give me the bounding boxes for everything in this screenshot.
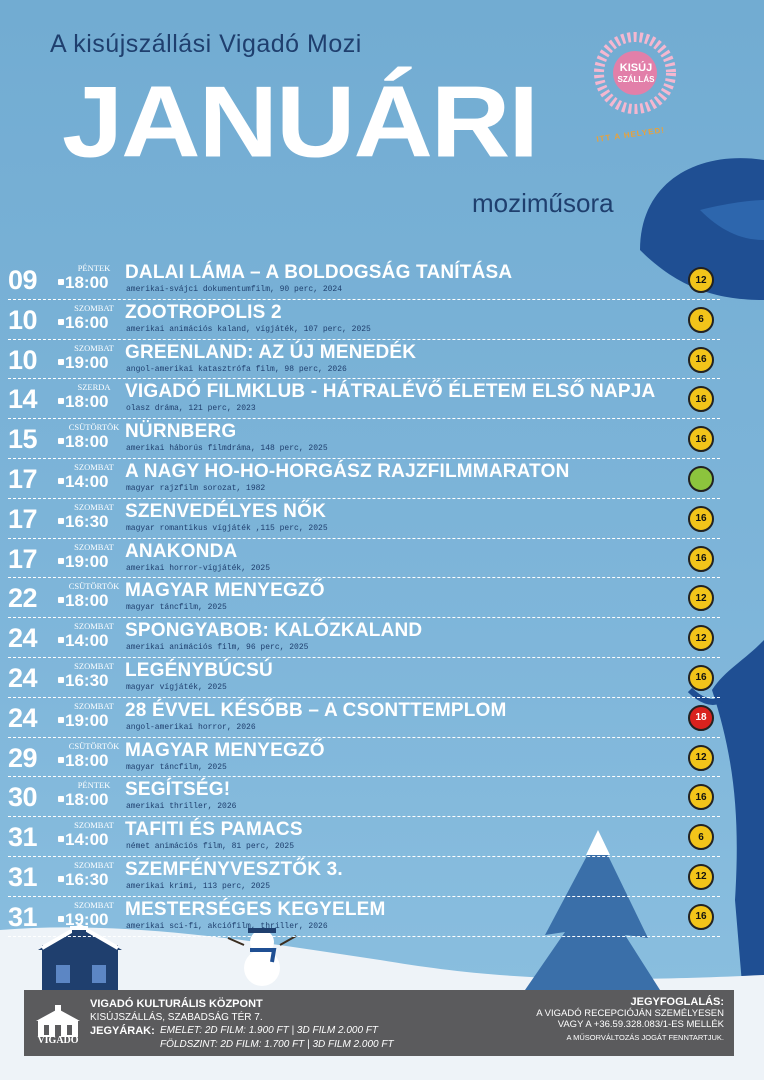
program-tagline: moziműsora: [472, 188, 614, 218]
film-title: ZOOTROPOLIS 2: [125, 301, 282, 323]
film-title: MESTERSÉGES KEGYELEM: [125, 898, 386, 920]
screening-row: [8, 539, 720, 579]
day-dot: [58, 597, 64, 603]
age-rating-badge: 16: [688, 506, 714, 532]
film-title: LEGÉNYBÚCSÚ: [125, 659, 273, 681]
age-rating-badge: 12: [688, 585, 714, 611]
screening-day: 09: [8, 265, 38, 295]
age-rating-badge: 18: [688, 705, 714, 731]
film-info: amerikai thriller, 2026: [126, 802, 237, 812]
prices-upper-floor: EMELET: 2D FILM: 1.900 FT | 3D FILM 2.000 FT: [160, 1025, 379, 1036]
screening-time: 16:30: [65, 511, 109, 531]
booking-line-1: A VIGADÓ RECEPCIÓJÁN SZEMÉLYESEN: [536, 1008, 724, 1019]
film-title: SZENVEDÉLYES NŐK: [125, 500, 326, 522]
screening-weekday: CSÜTÖRTÖK: [68, 740, 120, 751]
day-dot: [58, 717, 64, 723]
screening-weekday: SZOMBAT: [74, 859, 114, 870]
screening-time: 16:30: [65, 869, 109, 889]
screening-row: [8, 817, 720, 857]
logo-name: KISÚJ SZÁLLÁS: [617, 62, 655, 84]
screening-weekday: CSÜTÖRTÖK: [68, 581, 120, 592]
day-dot: [58, 279, 64, 285]
screening-day: 15: [8, 424, 38, 455]
logo-slogan: ITT A HELYED!: [595, 125, 666, 144]
film-info: amerikai animációs film, 96 perc, 2025: [126, 643, 309, 653]
booking-title: JEGYFOGLALÁS:: [630, 996, 724, 1008]
prices-label: JEGYÁRAK:: [90, 1025, 155, 1037]
screening-row: [8, 618, 720, 658]
screening-row: [8, 340, 720, 380]
screening-time: 16:30: [65, 670, 109, 690]
age-rating-badge: 16: [688, 386, 714, 412]
film-info: angol-amerikai katasztrófa film, 98 perc, 2026: [126, 364, 347, 374]
booking-info: [536, 996, 724, 1042]
footer-bar: [24, 990, 734, 1056]
screening-row: [8, 658, 720, 698]
day-dot: [58, 398, 64, 404]
screening-day: 17: [8, 463, 38, 494]
film-title: TAFITI ÉS PAMACS: [125, 819, 303, 841]
venue-address: KISÚJSZÁLLÁS, SZABADSÁG TÉR 7.: [90, 1012, 263, 1023]
day-dot: [58, 677, 64, 683]
screening-weekday: SZOMBAT: [74, 700, 114, 711]
screening-row: [8, 459, 720, 499]
page-title: JANUÁRI: [62, 65, 537, 179]
film-info: magyar vígjáték, 2025: [126, 682, 227, 692]
day-dot: [58, 876, 64, 882]
film-info: amerikai horror-vígjáték, 2025: [126, 563, 271, 573]
screening-time: 18:00: [65, 750, 109, 770]
film-info: amerikai sci-fi, akciófilm, thriller, 2026: [126, 921, 328, 931]
screening-weekday: SZOMBAT: [74, 899, 114, 910]
screening-day: 31: [8, 822, 38, 853]
film-info: német animációs film, 81 perc, 2025: [126, 842, 295, 852]
film-info: amerikai-svájci dokumentumfilm, 90 perc, 2024: [126, 285, 343, 294]
screening-day: 31: [8, 901, 38, 932]
screening-weekday: SZOMBAT: [74, 302, 114, 313]
screening-row: [8, 300, 720, 340]
screening-time: 19:00: [65, 710, 109, 730]
screening-day: 31: [8, 861, 38, 892]
program-change-disclaimer: A MŰSORVÁLTOZÁS JOGÁT FENNTARTJUK.: [566, 1033, 724, 1042]
screening-weekday: SZOMBAT: [74, 820, 114, 831]
film-title: SZEMFÉNYVESZTŐK 3.: [125, 858, 343, 880]
age-rating-badge: [688, 466, 714, 492]
screening-row: [8, 499, 720, 539]
screening-weekday: SZOMBAT: [74, 461, 114, 472]
screening-weekday: SZOMBAT: [74, 621, 114, 632]
screening-time: 18:00: [65, 432, 109, 452]
screening-list: [8, 260, 720, 937]
screening-row: [8, 777, 720, 817]
day-dot: [58, 518, 64, 524]
screening-time: 18:00: [65, 790, 109, 810]
film-title: MAGYAR MENYEGZŐ: [125, 580, 325, 602]
screening-row: [8, 738, 720, 778]
film-info: amerikai animációs kaland, vígjáték, 107 perc, 2025: [126, 324, 371, 334]
day-dot: [58, 637, 64, 643]
screening-weekday: SZOMBAT: [74, 501, 114, 512]
age-rating-badge: 12: [688, 864, 714, 890]
age-rating-badge: 16: [688, 426, 714, 452]
screening-row: [8, 698, 720, 738]
screening-day: 30: [8, 782, 38, 813]
film-title: NÜRNBERG: [125, 421, 237, 443]
booking-line-2: VAGY A +36.59.328.083/1-ES MELLÉK: [557, 1019, 724, 1030]
prices-ground-floor: FÖLDSZINT: 2D FILM: 1.700 FT | 3D FILM 2.000 FT: [160, 1039, 394, 1050]
film-info: magyar rajzfilm sorozat, 1982: [126, 483, 266, 493]
screening-row: [8, 260, 720, 300]
age-rating-badge: 12: [688, 745, 714, 771]
screening-day: 17: [8, 503, 38, 534]
screening-time: 18:00: [65, 273, 109, 292]
day-dot: [58, 836, 64, 842]
film-info: olasz dráma, 121 perc, 2023: [126, 404, 256, 414]
screening-row: [8, 419, 720, 459]
age-rating-badge: 16: [688, 784, 714, 810]
venue-name: VIGADÓ KULTURÁLIS KÖZPONT: [90, 998, 263, 1010]
film-info: magyar táncfilm, 2025: [126, 603, 227, 613]
film-info: magyar táncfilm, 2025: [126, 762, 227, 772]
day-dot: [58, 478, 64, 484]
screening-weekday: SZERDA: [77, 382, 111, 393]
film-title: DALAI LÁMA – A BOLDOGSÁG TANÍTÁSA: [125, 262, 513, 283]
age-rating-badge: 12: [688, 267, 714, 293]
age-rating-badge: 16: [688, 665, 714, 691]
screening-time: 18:00: [65, 392, 109, 412]
age-rating-badge: 16: [688, 904, 714, 930]
film-title: VIGADÓ FILMKLUB - HÁTRALÉVŐ ÉLETEM ELSŐ NAPJA: [125, 381, 656, 403]
screening-row: [8, 379, 720, 419]
age-rating-badge: 6: [688, 307, 714, 333]
screening-time: 19:00: [65, 352, 109, 372]
film-title: A NAGY HO-HO-HORGÁSZ RAJZFILMMARATON: [125, 460, 570, 482]
screening-weekday: PÉNTEK: [77, 780, 111, 791]
age-rating-badge: 16: [688, 347, 714, 373]
film-info: angol-amerikai horror, 2026: [126, 722, 256, 732]
screening-day: 10: [8, 344, 38, 375]
film-info: amerikai krimi, 113 perc, 2025: [126, 881, 271, 891]
day-dot: [58, 359, 64, 365]
screening-time: 19:00: [65, 909, 109, 929]
screening-time: 14:00: [65, 471, 109, 491]
day-dot: [58, 796, 64, 802]
film-title: 28 ÉVVEL KÉSŐBB – A CSONTTEMPLOM: [125, 699, 507, 721]
screening-day: 10: [8, 304, 38, 335]
screening-day: 17: [8, 543, 38, 574]
day-dot: [58, 438, 64, 444]
screening-day: 22: [8, 583, 38, 614]
film-info: magyar romantikus vígjáték ,115 perc, 2025: [126, 523, 328, 533]
screening-time: 16:00: [65, 312, 109, 332]
vigado-logo-text: VIGADÓ: [37, 1035, 79, 1046]
screening-row: [8, 578, 720, 618]
day-dot: [58, 319, 64, 325]
day-dot: [58, 916, 64, 922]
screening-day: 24: [8, 623, 38, 654]
screening-weekday: CSÜTÖRTÖK: [68, 422, 120, 433]
screening-row: [8, 857, 720, 897]
age-rating-badge: 12: [688, 625, 714, 651]
screening-weekday: SZOMBAT: [74, 342, 114, 353]
age-rating-badge: 6: [688, 824, 714, 850]
screening-time: 18:00: [65, 591, 109, 611]
screening-time: 19:00: [65, 551, 109, 571]
screening-weekday: PÉNTEK: [77, 263, 111, 273]
film-title: ANAKONDA: [125, 540, 238, 562]
screening-weekday: SZOMBAT: [74, 541, 114, 552]
screening-time: 14:00: [65, 631, 109, 651]
film-title: SEGÍTSÉG!: [125, 779, 231, 801]
screening-time: 14:00: [65, 830, 109, 850]
screening-day: 24: [8, 702, 38, 733]
screening-day: 14: [8, 384, 38, 415]
day-dot: [58, 558, 64, 564]
screening-day: 29: [8, 742, 38, 773]
screening-row: [8, 897, 720, 937]
day-dot: [58, 757, 64, 763]
cinema-subtitle: A kisújszállási Vigadó Mozi: [50, 30, 362, 58]
screening-weekday: SZOMBAT: [74, 660, 114, 671]
film-info: amerikai háborús filmdráma, 148 perc, 2025: [126, 444, 328, 454]
age-rating-badge: 16: [688, 546, 714, 572]
screening-day: 24: [8, 662, 38, 693]
film-title: SPONGYABOB: KALÓZKALAND: [125, 620, 423, 642]
film-title: MAGYAR MENYEGZŐ: [125, 739, 325, 761]
film-title: GREENLAND: AZ ÚJ MENEDÉK: [125, 341, 417, 363]
